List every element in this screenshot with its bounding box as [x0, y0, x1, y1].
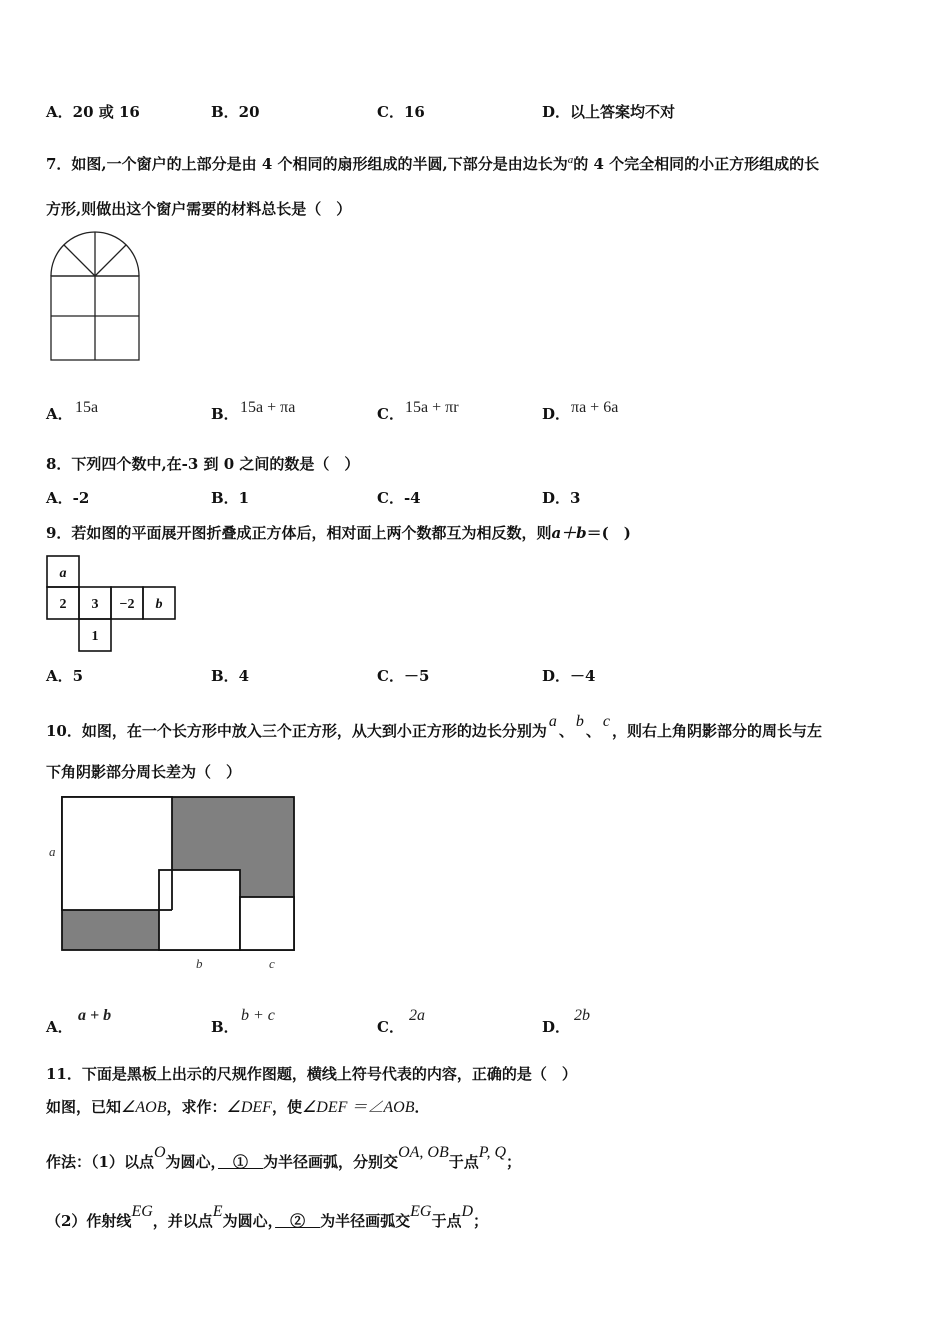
q11-given-line: 如图，已知∠AOB，求作：∠DEF，使∠DEF ＝∠AOB．	[46, 1098, 430, 1116]
q11-step2-line: （2）作射线EG，并以点E为圆心， ② 为半径画弧交EG于点D；	[46, 1203, 489, 1230]
q9-net-cell-m2: −2	[119, 597, 135, 612]
q7-option-a-expr: 15a	[75, 399, 99, 416]
q7-option-d-expr: πa + 6a	[571, 399, 619, 416]
q10-stem-line1: 10．如图，在一个长方形中放入三个正方形，从大到小正方形的边长分别为a、b、c，则右上角阴影部分的周长与左	[46, 713, 823, 740]
q8-option-b: B．1	[211, 489, 250, 507]
q6-option-d: D．以上答案均不对	[542, 103, 676, 121]
q7-stem-line2: 方形,则做出这个窗户需要的材料总长是（ ）	[46, 200, 352, 218]
q9-net-cell-b: b	[155, 597, 163, 612]
q10-option-d-letter: D．	[542, 1018, 571, 1036]
q10-option-c-expr: 2a	[409, 1007, 425, 1024]
q6-option-b: B．20	[211, 103, 260, 121]
q9-net-cell-1: 1	[91, 629, 99, 644]
q10-option-a-letter: A．	[46, 1018, 73, 1036]
q8-option-d: D．3	[542, 489, 581, 507]
q7-option-b-expr: 15a + πa	[240, 399, 296, 416]
q9-net-cell-2: 2	[59, 597, 67, 612]
q9-option-d: D．－4	[542, 667, 596, 685]
q9-net-cell-a: a	[59, 566, 67, 581]
q6-option-c: C．16	[377, 103, 425, 121]
q11-stem: 11．下面是黑板上出示的尺规作图题，横线上符号代表的内容，正确的是（ ）	[46, 1065, 577, 1083]
q8-option-a: A．-2	[46, 489, 90, 507]
q9-stem: 9．若如图的平面展开图折叠成正方体后，相对面上两个数都互为相反数，则a＋b＝( )	[46, 524, 631, 542]
q8-option-c: C．-4	[377, 489, 421, 507]
q7-option-c-expr: 15a + πr	[405, 399, 459, 416]
q11-blank-2: ②	[275, 1212, 321, 1230]
q10-option-a-expr: a + b	[78, 1007, 112, 1024]
q7-var-a: a	[567, 154, 574, 166]
q7-stem-line1: 7．如图,一个窗户的上部分是由 4 个相同的扇形组成的半圆,下部分是由边长为$^a$的 4 个完全相同的小正方形组成的长	[46, 154, 820, 173]
q9-net-cell-3: 3	[91, 597, 99, 612]
q9-option-b: B．4	[211, 667, 250, 685]
q10-fig-label-b: b	[196, 956, 203, 971]
q10-stem-line2: 下角阴影部分周长差为（ ）	[46, 763, 242, 781]
q7-option-c-letter: C．	[377, 405, 404, 423]
q7-option-b-letter: B．	[211, 405, 239, 423]
q10-fig-label-a: a	[49, 844, 56, 859]
q10-option-d-expr: 2b	[574, 1007, 590, 1024]
q10-option-b-expr: b + c	[241, 1007, 275, 1024]
q7-option-a-letter: A．	[46, 405, 73, 423]
q11-blank-1: ①	[218, 1153, 264, 1171]
q11-step1-line: 作法：（1）以点O为圆心， ① 为半径画弧，分别交OA, OB于点P, Q；	[46, 1144, 522, 1171]
q9-cube-net	[46, 555, 178, 653]
q10-option-b-letter: B．	[211, 1018, 239, 1036]
q10-squares-figure	[44, 790, 300, 976]
q10-option-c-letter: C．	[377, 1018, 404, 1036]
q8-stem: 8．下列四个数中,在-3 到 0 之间的数是（ ）	[46, 455, 360, 473]
q6-option-a: A．20 或 16	[46, 103, 140, 121]
q10-fig-label-c: c	[269, 956, 275, 971]
q7-option-d-letter: D．	[542, 405, 571, 423]
q9-option-c: C．－5	[377, 667, 430, 685]
q7-window-figure	[44, 228, 144, 364]
q9-option-a: A．5	[46, 667, 84, 685]
